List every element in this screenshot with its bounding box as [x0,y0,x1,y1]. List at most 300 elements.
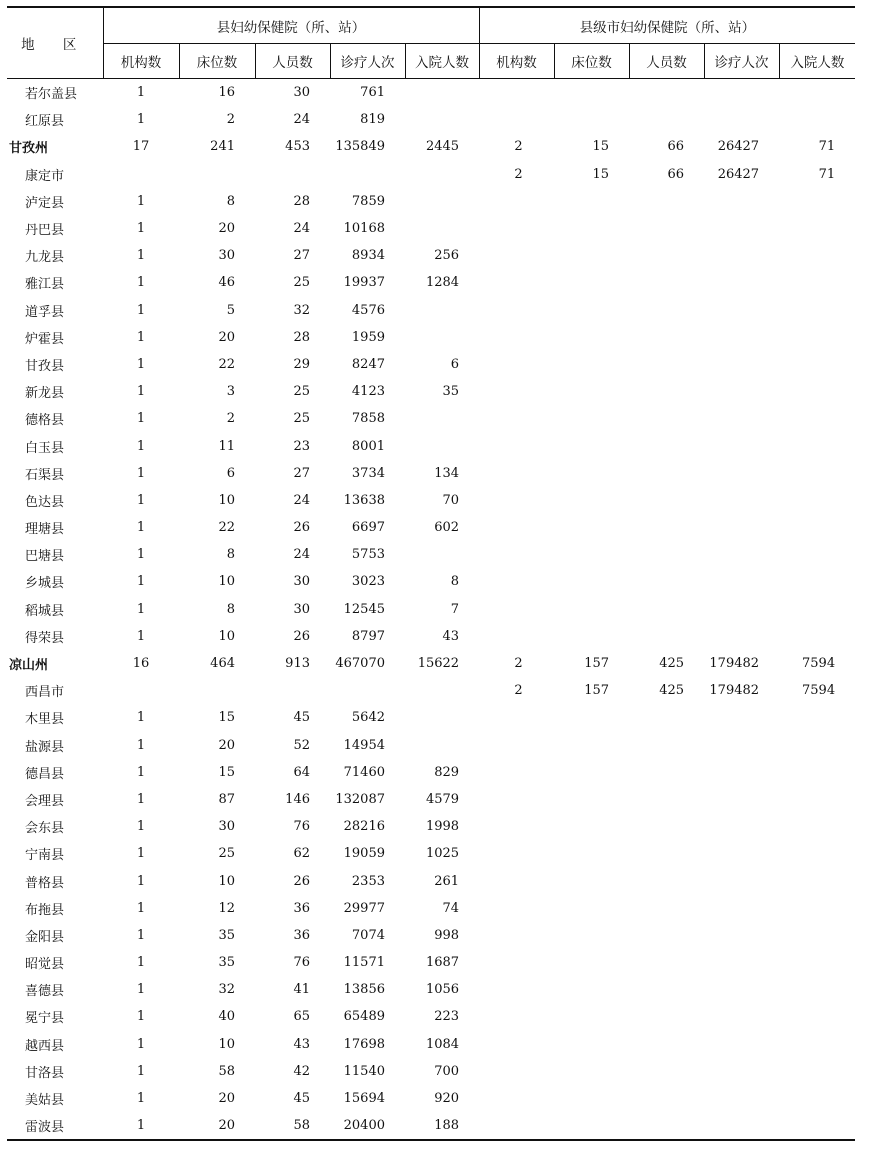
table-row [7,623,855,650]
data-cell: 7858 [351,411,385,427]
data-cell [479,378,554,405]
region-name-cell: 理塘县 [25,522,65,538]
region-name-cell: 稻城县 [25,603,65,619]
data-cell [554,922,629,949]
data-cell [330,161,405,188]
data-cell: 71 [818,139,836,155]
data-cell: 2 [514,166,523,182]
table-row [7,541,855,568]
data-cell [629,704,704,731]
region-name-cell: 红原县 [25,114,65,130]
data-cell [629,759,704,786]
data-cell: 146 [285,791,310,807]
data-cell [479,596,554,623]
region-name-cell: 甘洛县 [25,1065,65,1081]
data-cell [479,269,554,296]
data-cell: 464 [210,656,235,672]
data-cell [554,460,629,487]
table-row [7,1112,855,1140]
data-cell [779,704,855,731]
data-cell [704,568,779,595]
region-name-cell: 白玉县 [25,440,65,456]
data-cell: 7594 [802,683,836,699]
data-cell [554,732,629,759]
data-cell: 1 [136,846,146,862]
data-cell [629,215,704,242]
data-cell: 12545 [343,601,385,617]
data-cell: 45 [293,1091,310,1107]
data-cell [779,514,855,541]
data-cell [629,895,704,922]
data-cell [779,976,855,1003]
data-cell: 43 [293,1036,310,1052]
data-cell [255,677,330,704]
region-name-cell: 若尔盖县 [25,87,78,103]
data-cell: 5753 [351,547,385,563]
data-cell [405,405,479,432]
data-cell [554,297,629,324]
data-cell [704,378,779,405]
table-row [7,813,855,840]
table-row [7,1031,855,1058]
data-cell [629,324,704,351]
data-cell: 20400 [330,1112,405,1140]
data-cell: 1 [136,601,146,617]
table-row [7,378,855,405]
region-name-cell: 炉霍县 [25,331,65,347]
data-cell: 241 [210,139,235,155]
data-cell: 256 [434,248,460,264]
data-cell: 3 [226,384,235,400]
data-cell: 26427 [717,166,760,182]
data-cell: 4579 [425,791,460,807]
maternal-child-health-table [7,6,855,1141]
data-cell [479,405,554,432]
data-cell: 16 [132,656,150,672]
data-cell: 10168 [343,221,385,237]
table-row [7,432,855,459]
data-cell: 1 [136,737,146,753]
data-cell: 32 [218,982,235,998]
data-cell: 4576 [351,302,385,318]
data-cell [629,1058,704,1085]
data-cell [779,867,855,894]
data-cell [554,1003,629,1030]
data-cell [629,351,704,378]
data-cell [629,976,704,1003]
data-cell [704,813,779,840]
data-cell [479,351,554,378]
data-cell [479,242,554,269]
data-cell: 5642 [351,710,385,726]
data-cell: 425 [659,656,685,672]
region-name-cell: 康定市 [25,168,65,184]
data-cell [704,242,779,269]
data-cell [479,487,554,514]
data-cell [479,1031,554,1058]
data-cell: 64 [293,764,310,780]
column-header: 入院人数 [779,44,855,79]
data-cell [554,405,629,432]
data-cell [479,759,554,786]
data-cell [629,1085,704,1112]
data-cell: 12 [218,900,235,916]
data-cell [479,215,554,242]
data-cell: 43 [442,628,460,644]
region-name-cell: 越西县 [25,1038,65,1054]
data-cell: 45 [293,710,310,726]
data-cell [255,161,330,188]
table-row [7,1085,855,1112]
data-cell: 1 [136,1036,146,1052]
data-cell: 8797 [351,628,385,644]
data-cell: 1 [136,384,146,400]
data-cell: 66 [667,166,685,182]
data-cell: 1998 [425,819,460,835]
table-header [7,7,855,79]
data-cell [554,867,629,894]
data-cell [629,79,704,107]
data-cell [479,1003,554,1030]
data-cell [479,460,554,487]
region-name-cell: 会东县 [25,821,65,837]
data-cell: 71460 [343,764,385,780]
data-cell: 35 [442,384,460,400]
data-cell [554,704,629,731]
data-cell: 602 [434,520,460,536]
data-cell [554,269,629,296]
data-cell [704,732,779,759]
data-cell: 1 [136,791,146,807]
data-cell [554,813,629,840]
data-cell [554,1058,629,1085]
data-cell [479,623,554,650]
data-cell: 26 [293,628,310,644]
data-cell: 998 [434,927,460,943]
data-cell: 66 [667,139,685,155]
data-cell: 24 [293,547,310,563]
data-cell [704,1003,779,1030]
data-cell [479,188,554,215]
region-name-cell: 九龙县 [25,250,65,266]
data-cell: 17698 [343,1036,385,1052]
table-row [7,1003,855,1030]
table-row [7,786,855,813]
data-cell: 26427 [717,139,760,155]
data-cell: 25 [293,384,310,400]
data-cell [554,106,629,133]
data-cell: 1 [136,1091,146,1107]
data-cell [554,188,629,215]
data-cell: 1 [136,193,146,209]
table-row [7,568,855,595]
table-row [7,895,855,922]
data-cell: 32 [293,302,310,318]
data-cell: 819 [360,112,385,128]
data-cell [779,922,855,949]
region-name-cell: 盐源县 [25,739,65,755]
data-cell [479,541,554,568]
data-cell [779,1112,855,1140]
data-cell: 1 [136,356,146,372]
data-cell: 8 [226,547,235,563]
data-cell [629,432,704,459]
county-group-header: 县妇幼保健院（所、站） [103,7,479,44]
data-cell: 1 [136,1063,146,1079]
data-cell [554,432,629,459]
data-cell: 1 [136,819,146,835]
data-cell [479,568,554,595]
data-cell: 15 [592,166,610,182]
region-name-cell: 冕宁县 [25,1011,65,1027]
data-cell [629,541,704,568]
data-cell [629,269,704,296]
data-cell: 1 [136,438,146,454]
data-cell [479,704,554,731]
data-cell: 11540 [343,1063,385,1079]
data-cell [554,1085,629,1112]
data-cell: 134 [434,465,460,481]
data-cell [704,269,779,296]
table-row [7,460,855,487]
data-cell: 1 [136,221,146,237]
data-cell [179,677,255,704]
data-cell [779,351,855,378]
table-row [7,324,855,351]
data-cell [629,1003,704,1030]
region-name-cell: 道孚县 [25,304,65,320]
data-cell [405,188,479,215]
data-cell: 132087 [335,791,385,807]
data-cell: 13856 [343,982,385,998]
region-name-cell: 雷波县 [7,1112,103,1140]
data-cell: 20 [218,737,235,753]
data-cell [779,568,855,595]
data-cell [779,813,855,840]
data-cell [704,324,779,351]
data-cell [479,786,554,813]
region-name-cell: 木里县 [25,712,65,728]
data-cell [554,895,629,922]
data-cell [704,460,779,487]
data-cell [704,704,779,731]
data-cell [629,405,704,432]
data-cell [779,242,855,269]
table-row [7,133,855,160]
table-row [7,106,855,133]
data-cell [479,324,554,351]
data-cell: 1284 [425,275,460,291]
data-cell [405,106,479,133]
data-cell [405,324,479,351]
data-cell [704,297,779,324]
region-name-cell: 巴塘县 [25,549,65,565]
data-cell: 1 [136,411,146,427]
data-cell [779,324,855,351]
column-header: 人员数 [629,44,704,79]
data-cell: 7 [450,601,460,617]
city-group-header: 县级市妇幼保健院（所、站） [479,7,855,44]
data-cell: 1 [136,927,146,943]
data-cell: 1 [136,329,146,345]
data-cell [779,1085,855,1112]
data-cell [704,949,779,976]
data-cell [779,188,855,215]
data-cell: 30 [218,248,235,264]
data-cell: 467070 [335,656,385,672]
data-cell: 1 [136,492,146,508]
data-cell: 13638 [343,492,385,508]
data-cell [179,161,255,188]
data-cell: 25 [293,411,310,427]
data-cell: 6 [450,356,460,372]
data-cell [629,378,704,405]
data-cell [554,786,629,813]
data-cell: 26 [293,873,310,889]
data-cell [479,813,554,840]
data-cell: 35 [218,927,235,943]
data-cell [704,867,779,894]
region-name-cell: 西昌市 [25,685,65,701]
data-cell: 15694 [343,1091,385,1107]
data-cell: 10 [218,873,235,889]
data-cell [554,759,629,786]
column-header: 机构数 [479,44,554,79]
data-cell [629,1112,704,1140]
table-row [7,596,855,623]
data-cell: 1959 [351,329,385,345]
data-cell: 19059 [343,846,385,862]
data-cell: 28 [293,193,310,209]
data-cell: 24 [293,221,310,237]
data-cell: 20 [218,329,235,345]
data-cell: 1 [136,982,146,998]
data-cell: 41 [293,982,310,998]
data-cell [779,432,855,459]
data-cell: 17 [132,139,150,155]
data-cell [704,759,779,786]
column-header: 诊疗人次 [330,44,405,79]
data-cell: 179482 [709,656,760,672]
data-cell [405,432,479,459]
data-cell [704,596,779,623]
data-cell [629,813,704,840]
data-cell: 188 [405,1112,479,1140]
data-cell [405,677,479,704]
region-name-cell: 石渠县 [25,467,65,483]
data-cell: 24 [293,112,310,128]
data-cell: 28216 [343,819,385,835]
region-name-cell: 得荣县 [25,630,65,646]
data-cell: 1 [136,710,146,726]
data-cell [704,541,779,568]
data-cell [779,405,855,432]
data-cell: 1 [136,112,146,128]
data-cell [554,79,629,107]
table-row [7,487,855,514]
data-cell: 74 [442,900,460,916]
data-cell [704,976,779,1003]
table-row [7,867,855,894]
region-name-cell: 金阳县 [25,929,65,945]
table-row [7,242,855,269]
region-name-cell: 新龙县 [25,386,65,402]
data-cell [554,1112,629,1140]
data-cell: 25 [293,275,310,291]
data-cell [779,895,855,922]
data-cell [704,922,779,949]
data-cell [405,215,479,242]
region-name-cell: 雅江县 [25,277,65,293]
data-cell [554,1031,629,1058]
data-cell [629,623,704,650]
data-cell [479,297,554,324]
region-name-cell: 美姑县 [25,1093,65,1109]
data-cell: 261 [434,873,460,889]
data-cell: 8 [450,574,460,590]
data-cell: 1687 [425,955,460,971]
data-cell [479,922,554,949]
data-cell: 2 [226,411,235,427]
data-cell: 76 [293,819,310,835]
data-cell: 1 [136,1009,146,1025]
region-name-cell: 丹巴县 [25,223,65,239]
data-cell: 87 [218,791,235,807]
data-cell [779,786,855,813]
data-cell [554,596,629,623]
data-cell: 829 [434,764,460,780]
data-cell [554,976,629,1003]
data-cell: 27 [293,248,310,264]
data-cell: 10 [218,492,235,508]
data-cell [629,242,704,269]
data-cell: 2 [226,112,235,128]
data-cell: 8247 [351,356,385,372]
data-cell [704,623,779,650]
data-cell [704,351,779,378]
data-cell: 14954 [343,737,385,753]
data-cell [405,732,479,759]
data-cell: 7859 [351,193,385,209]
data-cell [629,596,704,623]
data-cell: 11 [218,438,235,454]
data-cell [629,786,704,813]
data-cell: 1 [136,465,146,481]
data-cell: 40 [218,1009,235,1025]
region-name-cell: 会理县 [25,793,65,809]
data-cell [405,704,479,731]
data-cell: 62 [293,846,310,862]
data-cell [629,106,704,133]
data-cell: 8001 [351,438,385,454]
table-row [7,405,855,432]
region-name-cell: 布拖县 [25,902,65,918]
data-cell: 1056 [425,982,460,998]
data-cell [704,432,779,459]
data-cell [629,460,704,487]
data-cell [704,786,779,813]
data-cell: 1 [136,520,146,536]
table-row [7,704,855,731]
data-cell: 8 [226,601,235,617]
data-cell: 3023 [351,574,385,590]
data-cell: 1 [136,574,146,590]
data-cell [779,215,855,242]
data-cell: 1 [136,955,146,971]
data-cell [779,1031,855,1058]
data-cell: 10 [218,628,235,644]
data-cell [704,405,779,432]
